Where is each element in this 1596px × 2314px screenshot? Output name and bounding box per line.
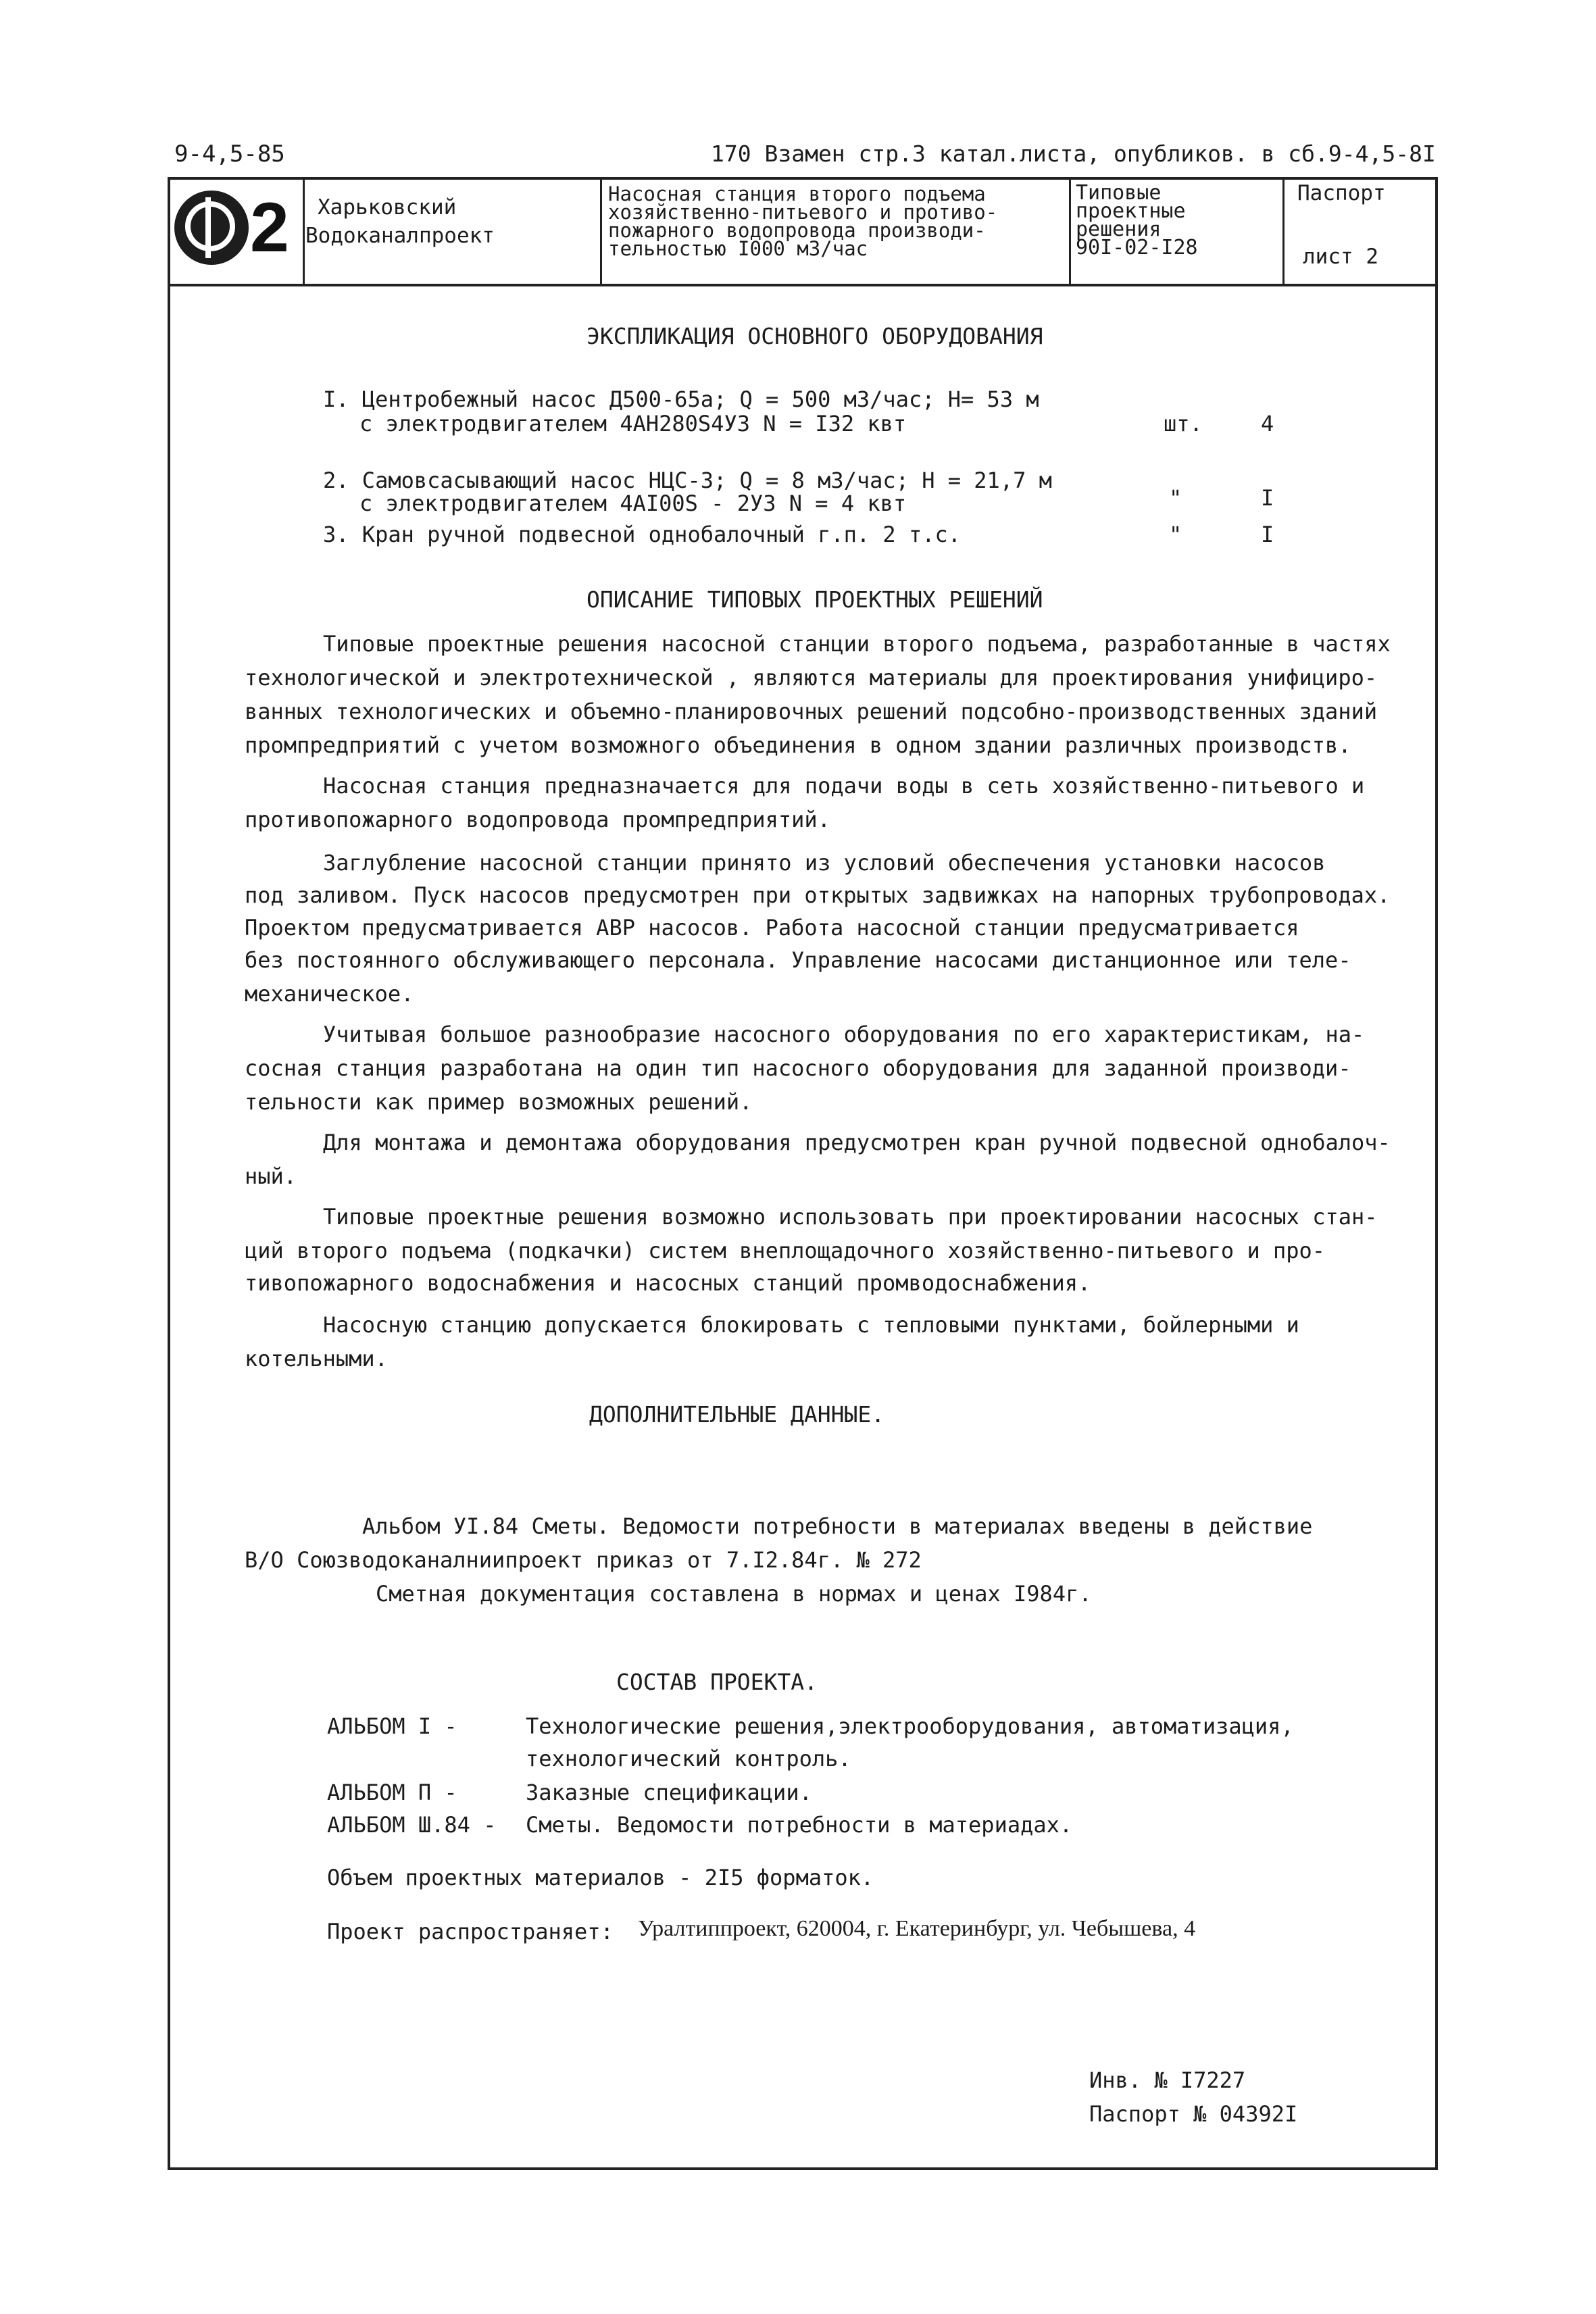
description-line: ций второго подъема (подкачки) систем внеплощадочного хозяйственно-питьевого и про-: [245, 1238, 1326, 1263]
passport-number: Паспорт № 04392I: [1089, 2101, 1298, 2127]
album-text: Технологические решения,электрооборудования, автоматизация,: [526, 1713, 1294, 1739]
equipment-qty: I: [1261, 485, 1274, 511]
organization-name-2: Водоканалпроект: [305, 224, 495, 248]
description-line: Насосная станция предназначается для подачи воды в сеть хозяйственно-питьевого и: [323, 773, 1365, 799]
description-line: котельными.: [245, 1346, 388, 1372]
description-line: под заливом. Пуск насосов предусмотрен при открытых задвижках на напорных трубопроводах.: [245, 882, 1391, 908]
title-divider: [600, 177, 602, 286]
project-title: Насосная станция второго подъема хозяйственно-питьевого и противо- пожарного водопровода производи- тельностью I000 м3/час: [608, 182, 998, 260]
inventory-number: Инв. № I7227: [1089, 2067, 1246, 2093]
description-line: Типовые проектные решения насосной станции второго подъема, разработанные в частях: [323, 631, 1391, 657]
description-line: промпредприятий с учетом возможного объединения в одном здании различных производств.: [245, 732, 1351, 758]
description-line: Заглубление насосной станции принято из условий обеспечения установки насосов: [323, 850, 1326, 876]
description-line: противопожарного водопровода промпредприятий.: [245, 807, 830, 832]
page-note: 170 Взамен стр.3 катал.листа, опубликов. в сб.9-4,5-8I: [711, 141, 1436, 167]
description-line: ванных технологических и объемно-планировочных решений подсобно-производственных зданий: [245, 699, 1378, 724]
document-code: 9-4,5-85: [174, 141, 285, 168]
organization-name: Харьковский: [318, 195, 457, 220]
description-line: без постоянного обслуживающего персонала. Управление насосами дистанционное или теле-: [245, 947, 1351, 973]
equipment-unit: шт.: [1164, 411, 1203, 436]
equipment-unit: ": [1169, 485, 1182, 511]
equipment-item-motor: с электродвигателем 4АН280S4У3 N = I32 квт: [359, 411, 907, 436]
equipment-item: I. Центробежный насос Д500-65а; Q = 500 м3/час; H= 53 м: [323, 386, 1039, 412]
equipment-item: 2. Самовсасывающий насос НЦС-3; Q = 8 м3/час; H = 21,7 м: [323, 468, 1052, 493]
composition-heading: СОСТАВ ПРОЕКТА.: [616, 1669, 818, 1695]
album-label: АЛЬБОМ Ш.84 -: [327, 1812, 497, 1838]
equipment-heading: ЭКСПЛИКАЦИЯ ОСНОВНОГО ОБОРУДОВАНИЯ: [587, 323, 1043, 349]
volume-line: Объем проектных материалов - 2I5 форматок.: [327, 1865, 874, 1890]
description-line: технологической и электротехнической , являются материалы для проектирования унифициро-: [245, 665, 1378, 690]
equipment-item-motor: с электродвигателем 4АI00S - 2У3 N = 4 квт: [359, 491, 907, 516]
album-label: АЛЬБОМ П -: [327, 1780, 457, 1805]
album-text: Заказные спецификации.: [526, 1780, 812, 1805]
equipment-qty: 4: [1261, 411, 1274, 436]
description-line: тивопожарного водоснабжения и насосных станций промводоснабжения.: [245, 1270, 1091, 1296]
logo-bar: [205, 197, 211, 258]
description-line: тельности как пример возможных решений.: [245, 1089, 753, 1115]
equipment-unit: ": [1169, 522, 1182, 547]
description-line: механическое.: [245, 981, 414, 1007]
description-line: Насосную станцию допускается блокировать с тепловыми пунктами, бойлерными и: [323, 1312, 1299, 1338]
series-label: Типовые проектные решения 90I-02-I28: [1076, 181, 1198, 259]
album-label: АЛЬБОМ I -: [327, 1713, 457, 1739]
logo-digit: 2: [250, 188, 289, 267]
description-line: Учитывая большое разнообразие насосного оборудования по его характеристикам, на-: [323, 1022, 1365, 1047]
title-divider: [1282, 177, 1285, 286]
sheet-number: лист 2: [1303, 245, 1378, 269]
equipment-qty: I: [1261, 522, 1274, 547]
equipment-item: 3. Кран ручной подвесной однобалочный г.п. 2 т.с.: [323, 522, 962, 547]
title-divider: [303, 177, 305, 286]
description-line: сосная станция разработана на один тип насосного оборудования для заданной производи-: [245, 1055, 1351, 1081]
description-heading: ОПИСАНИЕ ТИПОВЫХ ПРОЕКТНЫХ РЕШЕНИЙ: [587, 586, 1043, 613]
description-line: Проектом предусматривается АВР насосов. Работа насосной станции предусматривается: [245, 915, 1299, 940]
additional-line: В/О Союзводоканалниипроект приказ от 7.I2.84г. № 272: [245, 1547, 922, 1573]
additional-line: Альбом УI.84 Сметы. Ведомости потребности в материалах введены в действие: [362, 1513, 1313, 1539]
description-line: Для монтажа и демонтажа оборудования предусмотрен кран ручной подвесной однобалоч-: [323, 1130, 1391, 1155]
description-line: ный.: [245, 1163, 297, 1189]
title-divider: [1069, 177, 1071, 286]
description-line: Типовые проектные решения возможно использовать при проектировании насосных стан-: [323, 1204, 1378, 1230]
album-text: технологический контроль.: [526, 1746, 851, 1771]
distributor-value: Уралтиппроект, 620004, г. Екатеринбург, ул. Чебышева, 4: [638, 1916, 1196, 1941]
additional-heading: ДОПОЛНИТЕЛЬНЫЕ ДАННЫЕ.: [589, 1401, 885, 1428]
album-text: Сметы. Ведомости потребности в материадах.: [526, 1812, 1073, 1838]
distributor-label: Проект распространяет:: [327, 1919, 614, 1944]
doc-type: Паспорт: [1297, 181, 1386, 205]
additional-line: Сметная документация составлена в нормах и ценах I984г.: [376, 1581, 1092, 1607]
